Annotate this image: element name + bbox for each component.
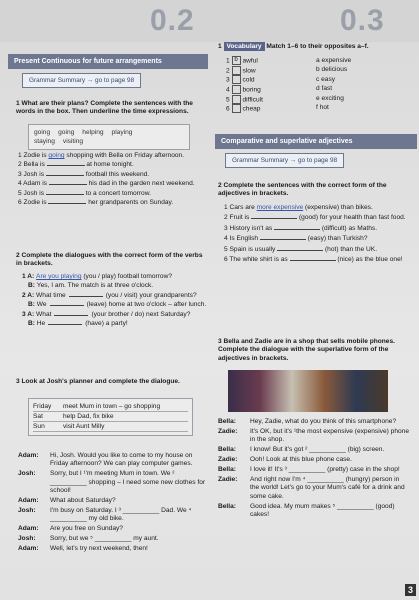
answer-blank[interactable] [49, 184, 87, 185]
answer-blank[interactable] [277, 250, 323, 251]
speaker-label: B: [28, 282, 37, 290]
right-dialogue-line [218, 456, 410, 464]
answer-blank[interactable]: going [48, 152, 65, 159]
planner-row [33, 422, 188, 432]
line-text: What about Saturday? [50, 497, 116, 505]
item-text: at home tonight. [84, 161, 134, 169]
vocab-item [226, 95, 306, 105]
vocab-word: boring [242, 86, 261, 94]
right-dialogue-line [218, 476, 410, 501]
speaker-label: B: [28, 301, 37, 309]
item-number: 2 [224, 214, 230, 222]
left-q1-items [18, 152, 208, 208]
word-box-item: staying [34, 138, 55, 145]
q2-line [22, 311, 208, 319]
item-text: her grandparents on Sunday. [86, 199, 174, 207]
right-q2-items [224, 204, 410, 266]
left-grammar-summary[interactable]: Grammar Summary → go to page 98 [22, 73, 141, 88]
speaker-label: 3 A: [22, 310, 37, 318]
speaker-label: 2 A: [22, 291, 37, 299]
speaker: Josh: [18, 506, 36, 514]
vocab-word: awful [242, 57, 258, 65]
vocab-left-list [226, 56, 306, 114]
speaker: Bella: [218, 446, 236, 454]
answer-blank[interactable]: more expensive [256, 204, 304, 211]
item-text: Is English [229, 235, 260, 243]
line-text: Sorry, but we ⁵ __________ my aunt. [50, 535, 159, 543]
item-text: Fruit is [229, 214, 252, 222]
planner-day: Sun [33, 423, 45, 430]
vocab-word: slow [242, 66, 256, 74]
vocab-word: cold [242, 76, 255, 84]
item-number: 1 [224, 204, 230, 211]
answer-box[interactable] [232, 85, 241, 94]
word-box-item: playing [111, 129, 133, 136]
q2-item [224, 235, 410, 243]
right-q1-title: Match 1–6 to their opposites a–f. [266, 43, 369, 50]
vocab-right-list [316, 56, 406, 112]
left-section-header: Present Continuous for future arrangements [8, 54, 208, 69]
vocab-number: 1 [226, 57, 232, 65]
item-text: (good) for your health than fast food. [297, 214, 406, 222]
item-text: (hot) than the UK. [323, 245, 378, 253]
answer-blank[interactable] [48, 324, 82, 325]
vocab-word: difficult [242, 95, 263, 103]
left-dialogue-line [18, 497, 210, 505]
left-q3-title: 3 Look at Josh's planner and complete the dialogue. [16, 378, 180, 385]
line-text: Are you free on Sunday? [50, 525, 123, 533]
answer-box[interactable] [232, 66, 241, 75]
vocab-opposite: e exciting [316, 94, 344, 102]
planner-row [33, 412, 188, 422]
line-text: Sorry, but I ¹'m meeting Mum in town. We ² __________ shopping – I need some new clothes for school! [50, 470, 206, 495]
line-text: I know! But it's got ² __________ (big) screen. [250, 446, 385, 454]
item-number: 5 [18, 189, 24, 197]
right-grammar-summary[interactable]: Grammar Summary → go to page 98 [225, 153, 344, 168]
q2-item [224, 246, 410, 254]
planner-day: Friday [33, 403, 52, 410]
speaker: Adam: [18, 497, 39, 505]
q1-item [18, 190, 208, 198]
speaker: Zadie: [218, 427, 238, 435]
right-q1-heading: 1 Vocabulary Match 1–6 to their opposites a–f. [218, 43, 369, 50]
josh-planner [28, 398, 193, 436]
line-text: (you / visit) your grandparents? [105, 291, 197, 299]
right-dialogue-line [218, 446, 410, 454]
vocab-number: 3 [226, 76, 232, 84]
answer-blank[interactable] [290, 260, 336, 261]
vocab-item [226, 66, 306, 76]
speaker: Zadie: [218, 456, 238, 464]
item-text: Cars are [229, 204, 257, 211]
q2-line [22, 282, 208, 290]
left-dialogue [18, 452, 210, 555]
line-text: (you / play) football tomorrow? [81, 273, 173, 280]
answer-blank[interactable] [47, 165, 85, 166]
left-dialogue-line [18, 507, 210, 524]
item-number: 4 [18, 180, 24, 188]
speaker: Bella: [218, 418, 236, 425]
answer-blank[interactable] [46, 175, 84, 176]
q1-item [18, 180, 208, 188]
speaker-label: B: [28, 320, 37, 328]
q2-item [224, 214, 410, 222]
q2-line [22, 320, 208, 328]
section-number-right: 0.3 [340, 4, 385, 37]
left-dialogue-line [18, 535, 210, 543]
q2-item [224, 204, 410, 212]
item-text: History isn't as [229, 224, 274, 232]
vocab-item [226, 104, 306, 114]
item-text: (nice) as the blue one! [335, 256, 403, 264]
left-q2-title: 2 Complete the dialogues with the correct form of the verbs in brackets. [16, 252, 203, 268]
vocab-item [226, 56, 306, 66]
item-text: Zodie is [23, 152, 49, 159]
line-text: Ooh! Look at this blue phone case. [250, 456, 352, 464]
section-number-left: 0.2 [150, 4, 195, 37]
speaker: Bella: [218, 502, 236, 510]
q1-item [18, 152, 208, 160]
line-text: Well, let's try next weekend, then! [50, 545, 148, 553]
vocab-opposite: b delicious [316, 66, 348, 74]
item-text: shopping with Bella on Friday afternoon. [64, 152, 185, 159]
line-text: (have) a party! [85, 320, 128, 328]
item-text: The white shirt is as [229, 256, 290, 264]
q1-item [18, 171, 208, 179]
line-text: (your brother / do) next Saturday? [91, 310, 191, 318]
left-dialogue-line [18, 452, 210, 469]
q1-item [18, 161, 208, 169]
word-box-item: visiting [62, 138, 84, 145]
vocab-opposite: f hot [316, 104, 329, 112]
item-text: Josh is [23, 170, 46, 178]
q2-item [224, 256, 410, 264]
q2-line [22, 273, 208, 281]
answer-blank[interactable] [69, 296, 103, 297]
item-number: 1 [18, 152, 24, 159]
word-box-items [34, 128, 184, 146]
vocab-item [226, 85, 306, 95]
speaker-label: 1 A: [22, 273, 37, 280]
line-text: Hey, Zadie, what do you think of this smartphone? [250, 418, 397, 425]
q2-line [22, 301, 208, 309]
item-number: 2 [18, 161, 24, 169]
line-text: Hi, Josh. Would you like to come to my house on Friday afternoon? We can play computer games. [50, 452, 193, 468]
phones-photo [228, 370, 388, 412]
answer-box[interactable]: b [232, 56, 241, 65]
q1-item [18, 199, 208, 207]
planner-plan: visit Aunt Milly [63, 423, 105, 430]
line-text: What [36, 310, 52, 318]
right-q2-title: 2 Complete the sentences with the correct form of the adjectives in brackets. [218, 182, 387, 198]
right-dialogue-line [218, 466, 410, 474]
speaker: Josh: [18, 535, 36, 543]
item-text: Josh is [23, 189, 46, 197]
answer-blank[interactable] [46, 194, 84, 195]
vocab-opposite: c easy [316, 75, 336, 83]
right-dialogue-line [218, 428, 410, 445]
answer-blank[interactable] [54, 315, 88, 316]
line-text: We [36, 301, 47, 309]
item-text: to a concert tomorrow. [83, 189, 151, 197]
line-text: He [36, 320, 46, 328]
line-text: It's OK, but it's ¹the most expensive (expensive) phone in the shop. [250, 427, 410, 444]
speaker: Bella: [218, 466, 236, 474]
line-text: Yes, I am. The match is at three o'clock. [36, 282, 154, 290]
item-number: 6 [18, 199, 24, 207]
planner-rows [33, 402, 188, 432]
speaker: Adam: [18, 545, 39, 553]
line-text: What time [36, 291, 66, 299]
word-box-item: helping [82, 129, 104, 136]
planner-plan: help Dad, fix bike [63, 413, 114, 420]
right-dialogue-line [218, 503, 410, 520]
item-text: football this weekend. [83, 170, 150, 178]
answer-box[interactable] [232, 75, 241, 84]
left-dialogue-line [18, 470, 210, 495]
answer-example[interactable]: Are you playing [36, 273, 82, 280]
word-box [28, 124, 190, 150]
page-number: 3 [405, 584, 416, 596]
line-text: (leave) home at two o'clock – after lunch. [86, 301, 207, 309]
answer-blank[interactable] [48, 203, 86, 204]
right-dialogue [218, 418, 410, 521]
planner-plan: meet Mum in town – go shopping [63, 403, 161, 410]
left-q2-items [22, 273, 208, 329]
left-dialogue-line [18, 545, 210, 553]
right-dialogue-line [218, 418, 410, 426]
vocab-opposite: a expensive [316, 57, 352, 64]
item-text: his dad in the garden next weekend. [86, 180, 195, 188]
left-dialogue-line [18, 525, 210, 533]
vocab-word: cheap [242, 105, 261, 113]
speaker: Zadie: [218, 475, 238, 483]
word-box-item: going [58, 129, 75, 136]
item-text: Adam is [23, 180, 49, 188]
item-text: (expensive) than bikes. [303, 204, 373, 211]
planner-day: Sat [33, 413, 43, 420]
vocab-number: 6 [226, 105, 232, 113]
item-number: 5 [224, 245, 230, 253]
right-section-header: Comparative and superlative adjectives [215, 134, 417, 149]
answer-blank[interactable] [251, 218, 297, 219]
vocab-opposite: d fast [316, 85, 333, 93]
answer-box[interactable] [232, 95, 241, 104]
item-number: 3 [18, 170, 24, 178]
item-text: Spain is usually [229, 245, 278, 253]
speaker: Adam: [18, 452, 39, 459]
item-text: (easy) than Turkish? [305, 235, 368, 243]
answer-blank[interactable] [260, 239, 306, 240]
left-q1-title: 1 What are their plans? Complete the sentences with the words in the box. Then underline the time expressions. [16, 100, 193, 116]
vocab-number: 4 [226, 86, 232, 94]
item-number: 3 [224, 224, 230, 232]
item-number: 4 [224, 235, 230, 243]
right-q3-title: 3 Bella and Zadie are in a shop that sells mobile phones. Complete the dialogue with the superlative form of the adjectives in brackets. [218, 338, 395, 362]
item-text: Zodie is [23, 199, 49, 207]
item-text: (difficult) as Maths. [320, 224, 378, 232]
planner-row [33, 402, 188, 412]
answer-blank[interactable] [50, 305, 84, 306]
line-text: And right now I'm ⁴ __________ (hungry) person in the world! Let's go to your Mum's café for a drink and some cake. [250, 475, 405, 500]
vocab-item [226, 75, 306, 85]
answer-blank[interactable] [274, 229, 320, 230]
vocab-number: 2 [226, 66, 232, 74]
vocab-number: 5 [226, 95, 232, 103]
item-number: 6 [224, 256, 230, 264]
speaker: Adam: [18, 525, 39, 533]
q2-item [224, 225, 410, 233]
line-text: I'm busy on Saturday. I ³ __________ Dad. We ⁴ __________ my old bike. [50, 506, 192, 523]
speaker: Josh: [18, 470, 36, 478]
word-box-item: going [34, 129, 51, 136]
line-text: Good idea. My mum makes ⁵ __________ (good) cakes! [250, 502, 395, 519]
line-text: I love it! It's ³ __________ (pretty) case in the shop! [250, 466, 400, 474]
vocabulary-tag: Vocabulary [224, 42, 265, 51]
item-text: Bella is [23, 161, 47, 169]
q2-line [22, 292, 208, 300]
answer-box[interactable] [232, 104, 241, 113]
